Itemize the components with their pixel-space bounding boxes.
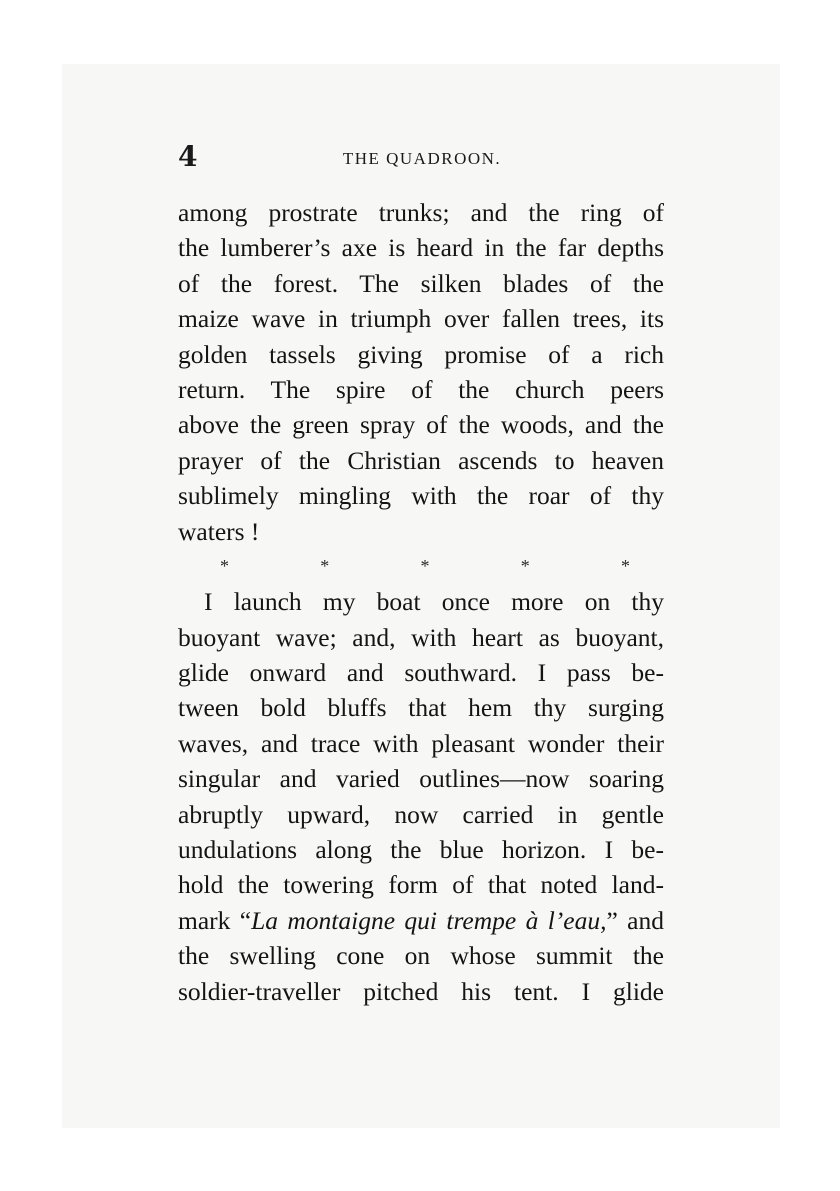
text-line: hold the towering form of that noted land-	[178, 870, 664, 900]
separator-star: *	[520, 555, 530, 576]
separator-star: *	[420, 555, 430, 576]
text-line: sublimely mingling with the roar of thy	[178, 481, 664, 511]
text-line: above the green spray of the woods, and the	[178, 410, 664, 440]
text-line: the lumberer’s axe is heard in the far depths	[178, 233, 664, 263]
separator-star: *	[220, 555, 229, 576]
quote-suffix: ” and	[606, 905, 665, 935]
text-line: among prostrate trunks; and the ring of	[178, 198, 664, 227]
text-line: maize wave in triumph over fallen trees, its	[178, 304, 664, 334]
separator-star: *	[320, 555, 330, 576]
text-line: prayer of the Christian ascends to heaven	[178, 445, 664, 475]
text-line: singular and varied outlines—now soaring	[178, 764, 664, 794]
page-number: 4	[178, 140, 198, 173]
running-title: THE QUADROON.	[342, 149, 502, 168]
text-line-with-quote	[178, 903, 664, 938]
text-line: undulations along the blue horizon. I be-	[178, 835, 664, 865]
text-line: abruptly upward, now carried in gentle	[178, 799, 664, 829]
text-line: return. The spire of the church peers	[178, 374, 664, 404]
text-line: waves, and trace with pleasant wonder their	[178, 728, 664, 758]
text-line: soldier-traveller pitched his tent. I glide	[178, 976, 664, 1006]
text-line: glide onward and southward. I pass be-	[178, 658, 664, 688]
quote-prefix: mark “	[178, 905, 252, 935]
text-line: waters !	[178, 516, 260, 546]
section-separator	[178, 549, 664, 584]
separator-star: *	[621, 555, 630, 576]
text-line: golden tassels giving promise of a rich	[178, 339, 664, 369]
french-quote: La montaigne qui trempe à l’eau,	[251, 905, 607, 935]
text-line: of the forest. The silken blades of the	[178, 268, 664, 298]
body-text	[178, 195, 664, 1009]
text-line: I launch my boat once more on thy	[204, 587, 664, 617]
text-line: buoyant wave; and, with heart as buoyant,	[178, 622, 664, 652]
text-line: tween bold bluffs that hem thy surging	[178, 693, 664, 723]
page-header	[178, 140, 666, 180]
text-line: the swelling cone on whose summit the	[178, 941, 664, 971]
